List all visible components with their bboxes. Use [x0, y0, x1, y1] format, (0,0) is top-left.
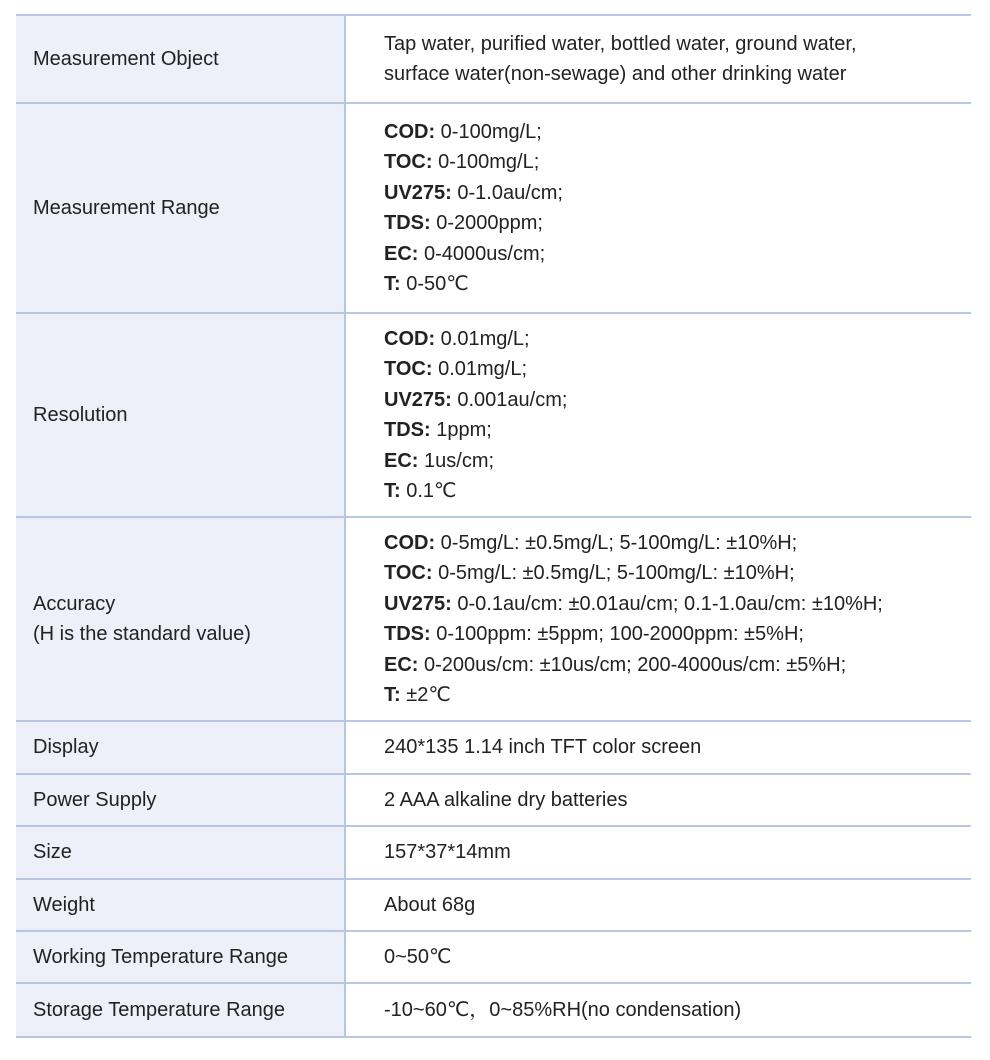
row-label — [16, 880, 346, 930]
row-label-text: Size — [33, 841, 72, 864]
value-line: EC: 0-200us/cm: ±10us/cm; 200-4000us/cm: ±5%H; — [384, 653, 847, 676]
table-row — [16, 720, 971, 773]
value-line: UV275: 0-0.1au/cm: ±0.01au/cm; 0.1-1.0au/cm: ±10%H; — [384, 592, 883, 615]
value-line: UV275: 0.001au/cm; — [384, 388, 568, 411]
value-line: EC: 1us/cm; — [384, 449, 495, 472]
value-line: T: 0.1℃ — [384, 480, 457, 502]
value-line: T: 0-50℃ — [384, 273, 469, 295]
row-value — [346, 932, 971, 982]
spec-table — [16, 14, 971, 1038]
table-row — [16, 312, 971, 516]
value-line: TDS: 0-2000ppm; — [384, 212, 543, 234]
row-label-text: Resolution — [33, 403, 128, 426]
row-label-text: Weight — [33, 893, 95, 916]
value-line: COD: 0-100mg/L; — [384, 120, 542, 143]
value-line: surface water(non-sewage) and other drinking water — [384, 63, 847, 85]
row-label — [16, 827, 346, 878]
row-label — [16, 104, 346, 312]
table-row — [16, 930, 971, 982]
row-value — [346, 984, 971, 1036]
row-label-text: Working Temperature Range — [33, 945, 288, 968]
table-row — [16, 878, 971, 930]
row-value — [346, 16, 971, 102]
value-line: Tap water, purified water, bottled water, ground water, — [384, 32, 857, 55]
row-value — [346, 722, 971, 773]
table-row — [16, 102, 971, 312]
row-label — [16, 314, 346, 516]
table-row — [16, 825, 971, 878]
row-label-text: Display — [33, 736, 99, 759]
value-line: T: ±2℃ — [384, 684, 451, 706]
row-value — [346, 827, 971, 878]
table-row — [16, 516, 971, 720]
value-line: EC: 0-4000us/cm; — [384, 242, 546, 265]
table-row — [16, 14, 971, 102]
row-value — [346, 880, 971, 930]
row-value — [346, 314, 971, 516]
value-line: 2 AAA alkaline dry batteries — [384, 788, 628, 811]
row-label — [16, 775, 346, 825]
value-line: About 68g — [384, 893, 476, 916]
value-line: TDS: 1ppm; — [384, 419, 492, 441]
value-line: TOC: 0-5mg/L: ±0.5mg/L; 5-100mg/L: ±10%H; — [384, 562, 795, 584]
value-line: UV275: 0-1.0au/cm; — [384, 181, 563, 204]
row-label-text: Storage Temperature Range — [33, 998, 286, 1021]
value-line: TOC: 0-100mg/L; — [384, 151, 540, 173]
value-line: -10~60℃，0~85%RH(no condensation) — [384, 998, 742, 1021]
value-line: 157*37*14mm — [384, 841, 511, 864]
value-line: TOC: 0.01mg/L; — [384, 358, 528, 380]
row-label — [16, 722, 346, 773]
value-line: COD: 0-5mg/L: ±0.5mg/L; 5-100mg/L: ±10%H; — [384, 531, 798, 554]
table-row — [16, 982, 971, 1038]
row-label — [16, 518, 346, 720]
row-value — [346, 775, 971, 825]
row-label-text: Measurement Range — [33, 196, 220, 219]
value-line: TDS: 0-100ppm: ±5ppm; 100-2000ppm: ±5%H; — [384, 623, 804, 645]
row-value — [346, 518, 971, 720]
value-line: 0~50℃ — [384, 945, 452, 968]
row-label — [16, 16, 346, 102]
row-value — [346, 104, 971, 312]
value-line: 240*135 1.14 inch TFT color screen — [384, 736, 702, 759]
row-label-text: Measurement Object — [33, 47, 219, 70]
row-label — [16, 984, 346, 1036]
value-line: COD: 0.01mg/L; — [384, 327, 530, 350]
row-label — [16, 932, 346, 982]
table-row — [16, 773, 971, 825]
row-label-text: Accuracy — [33, 592, 116, 615]
row-label-text: Power Supply — [33, 788, 157, 811]
row-label-note: (H is the standard value) — [33, 623, 251, 645]
